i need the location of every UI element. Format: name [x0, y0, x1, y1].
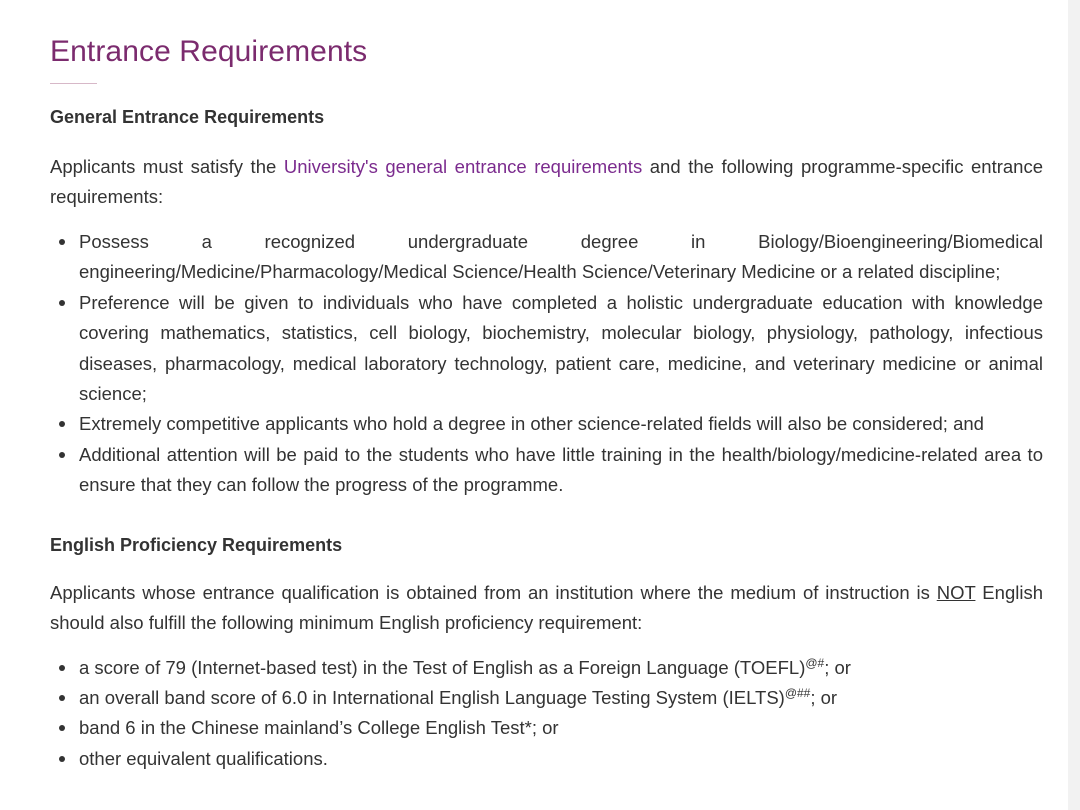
item-text: an overall band score of 6.0 in International English Language Testing System (IELTS) — [79, 687, 785, 709]
not-emphasis: NOT — [936, 581, 976, 603]
general-requirements-list — [50, 227, 1043, 501]
list-item: Possess a recognized undergraduate degree in Biology/Bioengineering/Biomedical engineering/Medicine/Pharmacology/Medical Science/Health Science/Veterinary Medicine or a related discipline; — [50, 227, 1043, 288]
title-divider — [50, 83, 97, 84]
list-item: Additional attention will be paid to the students who have little training in the health/biology/medicine-related area to ensure that they can follow the progress of the programme. — [50, 440, 1043, 501]
item-text: other equivalent qualifications. — [79, 747, 328, 769]
english-intro-text-after: English should also fulfill the following minimum English proficiency requirement: — [50, 581, 1043, 633]
english-intro-text-before: Applicants whose entrance qualification is obtained from an institution where the medium of instruction is — [50, 581, 937, 603]
english-requirements-intro — [50, 578, 1043, 638]
general-entrance-requirements-link[interactable]: University's general entrance requirements — [283, 156, 643, 177]
english-requirements-list — [50, 653, 1043, 775]
intro-text-after-link: and the following programme-specific entrance requirements: — [50, 156, 1044, 207]
item-tail: ; or — [810, 687, 838, 709]
general-requirements-heading: General Entrance Requirements — [50, 107, 325, 127]
intro-text-before-link: Applicants must satisfy the — [50, 156, 284, 177]
item-footnote-mark: @# — [805, 655, 825, 670]
list-item — [50, 683, 1043, 713]
item-tail: ; or — [824, 656, 851, 678]
item-footnote-mark: @## — [784, 686, 811, 701]
list-item: Preference will be given to individuals who have completed a holistic undergraduate education with knowledge covering mathematics, statistics, cell biology, biochemistry, molecular biology, physiology, pathology, infectious diseases, pharmacology, medical laboratory technology, patient care, medicine, and veterinary medicine or animal science; — [50, 288, 1043, 410]
page-title: Entrance Requirements — [50, 35, 368, 68]
main-content — [50, 0, 1043, 774]
item-text: a score of 79 (Internet-based test) in the Test of English as a Foreign Language (TOEFL) — [79, 656, 806, 678]
list-item — [50, 744, 1043, 774]
page-scroll-gutter — [1068, 0, 1080, 810]
english-requirements-heading: English Proficiency Requirements — [50, 534, 343, 555]
item-text: band 6 in the Chinese mainland’s College English Test*; or — [79, 717, 559, 739]
list-item — [50, 713, 1043, 743]
list-item: Extremely competitive applicants who hold a degree in other science-related fields will also be considered; and — [50, 409, 1043, 439]
list-item — [50, 653, 1043, 683]
general-requirements-intro — [50, 152, 1043, 212]
